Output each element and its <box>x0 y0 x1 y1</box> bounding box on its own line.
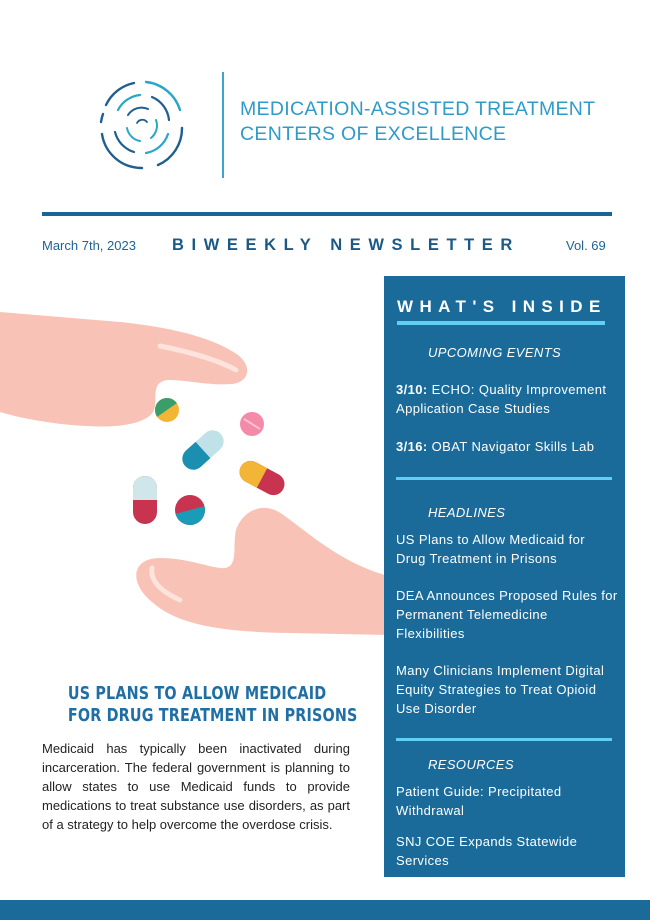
article-title-line1: US PLANS TO ALLOW MEDICAID <box>67 684 327 704</box>
masthead-rule <box>42 212 612 216</box>
hands-pills-illustration <box>0 300 385 645</box>
event-title: OBAT Navigator Skills Lab <box>427 439 595 454</box>
section-separator <box>396 477 612 480</box>
upcoming-events-heading: UPCOMING EVENTS <box>428 345 562 360</box>
headline-link[interactable]: Many Clinicians Implement Digital Equity Strategies to Treat Opioid Use Disorder <box>396 663 605 716</box>
newsletter-title: BIWEEKLY NEWSLETTER <box>172 236 520 254</box>
article-body: Medicaid has typically been inactivated during incarceration. The federal government is planning to allow states to use Medicaid funds to provide medications to treat substance use disorders, as part of a strategy to help overcome the overdose crisis. <box>42 741 350 832</box>
organization-name-line1: MEDICATION-ASSISTED TREATMENT <box>240 98 596 120</box>
event-date: 3/16: <box>396 439 428 454</box>
resources-heading: RESOURCES <box>428 757 514 772</box>
event-title: ECHO: Quality Improvement Application Case Studies <box>396 382 607 416</box>
headline-link[interactable]: US Plans to Allow Medicaid for Drug Treatment in Prisons <box>396 532 586 566</box>
organization-logo <box>96 70 188 180</box>
logo-divider <box>222 72 224 178</box>
article-title <box>67 683 358 727</box>
headlines-heading: HEADLINES <box>428 505 506 520</box>
section-separator <box>396 738 612 741</box>
event-item[interactable] <box>396 437 618 456</box>
issue-date: March 7th, 2023 <box>42 238 136 253</box>
footer-bar <box>0 900 650 920</box>
issue-volume: Vol. 69 <box>566 238 606 253</box>
event-date: 3/10: <box>396 382 428 397</box>
event-item[interactable] <box>396 380 618 418</box>
resource-link[interactable]: Patient Guide: Precipitated Withdrawal <box>396 784 562 818</box>
organization-name-line2: CENTERS OF EXCELLENCE <box>240 123 507 145</box>
headline-link[interactable]: DEA Announces Proposed Rules for Permanent Telemedicine Flexibilities <box>396 588 618 641</box>
article-title-line2: FOR DRUG TREATMENT IN PRISONS <box>67 706 358 726</box>
whats-inside-title: WHAT'S INSIDE <box>397 297 607 316</box>
resource-link[interactable]: SNJ COE Expands Statewide Services <box>396 834 578 868</box>
whats-inside-underline <box>397 321 605 325</box>
